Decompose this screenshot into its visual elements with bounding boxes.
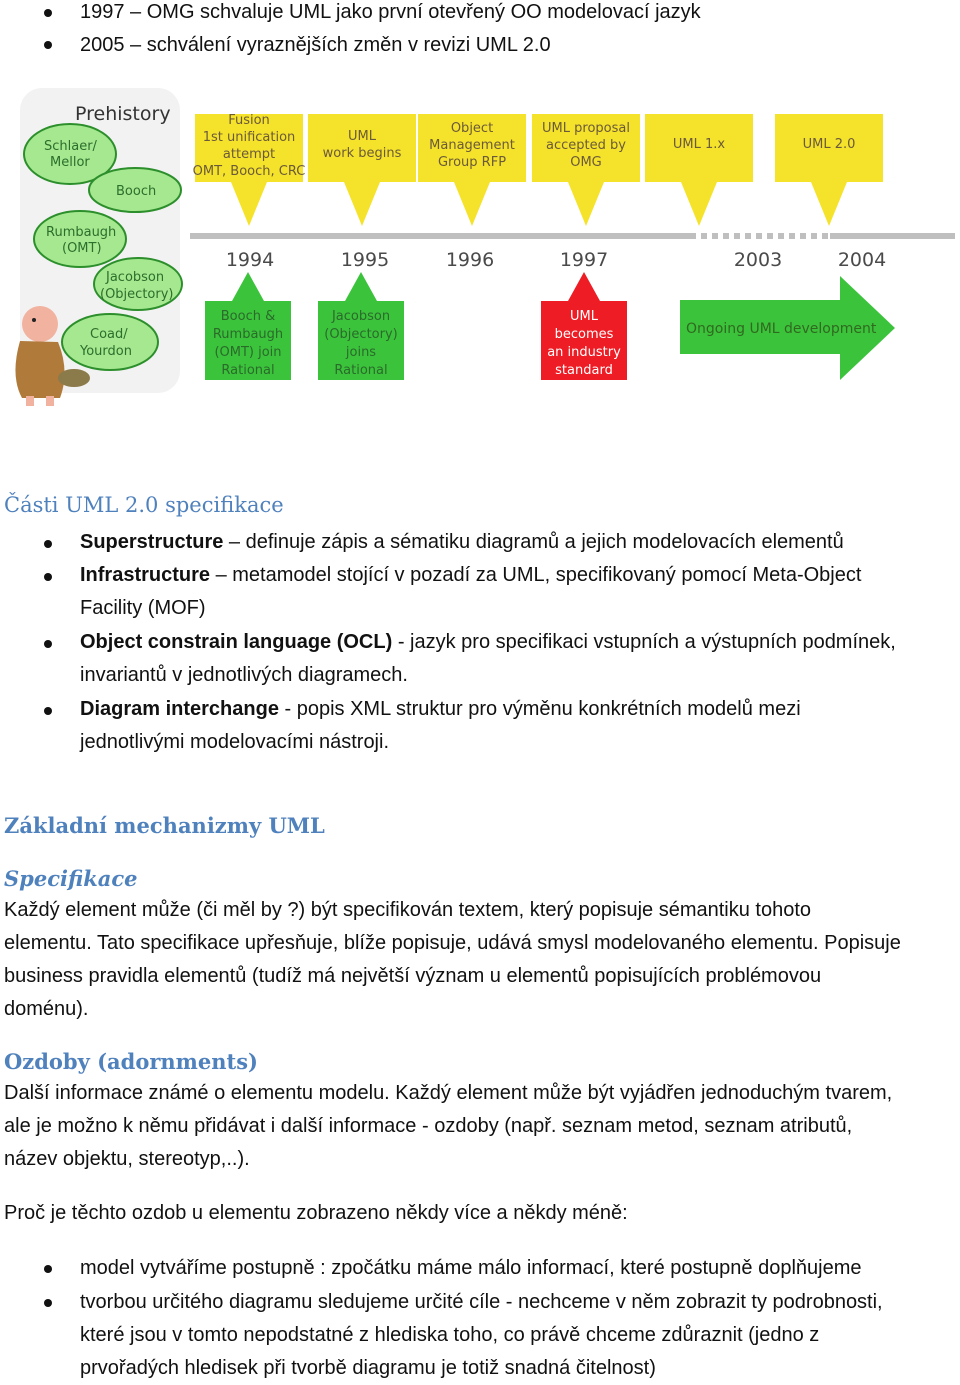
part-item-line <box>80 530 844 554</box>
bullet-dot <box>44 707 52 715</box>
part-item-line: invariantů v jednotlivých diagramech. <box>80 664 408 686</box>
bullet-dot <box>44 573 52 581</box>
part-name: Object constrain language (OCL) <box>80 631 393 653</box>
note-text: (Objectory) <box>324 327 398 342</box>
note-text: Group RFP <box>437 155 507 170</box>
part-item-line <box>80 563 861 587</box>
timeline-year-label: 1994 <box>225 249 275 271</box>
subheading-adornments: Ozdoby (adornments) <box>4 1049 258 1074</box>
bubble-text: Rumbaugh <box>46 225 117 240</box>
paragraph-line: ale je možno k němu přidávat i další informace - ozdoby (např. seznam metod, seznam atributů, <box>4 1115 853 1137</box>
note-text: 1st unification <box>202 130 296 145</box>
bullet-dot <box>44 640 52 648</box>
timeline-year-label: 1995 <box>340 249 390 271</box>
bubble-text: Jacobson <box>106 270 165 285</box>
note-text: Management <box>429 138 515 153</box>
part-description: – metamodel stojící v pozadí za UML, specifikovaný pomocí Meta-Object <box>210 564 862 586</box>
part-name: Infrastructure <box>80 564 211 586</box>
timeline-top-note <box>308 114 416 226</box>
timeline-top-note <box>532 114 640 226</box>
part-name: Superstructure <box>80 531 224 553</box>
timeline-bottom-note <box>541 272 627 380</box>
bullet-dot <box>44 1265 52 1273</box>
note-text: an industry <box>547 345 621 360</box>
reason-line: které jsou v tomto nepodstatné z hlediska toho, co právě chceme zdůraznit (jedno z <box>80 1324 820 1346</box>
part-description: - jazyk pro specifikaci vstupních a výstupních podmínek, <box>392 631 896 653</box>
note-text: Fusion <box>228 113 270 128</box>
bullet-dot <box>44 41 52 49</box>
section-heading-mechanisms: Základní mechanizmy UML <box>4 813 325 838</box>
bullet-dot <box>44 9 52 17</box>
part-item-line <box>80 697 801 721</box>
section-heading-parts: Části UML 2.0 specifikace <box>4 493 284 517</box>
paragraph-line: business pravidla elementů (tudíž má největší význam u elementů popisujících problémovou <box>4 965 822 987</box>
bubble-text: Yourdon <box>80 344 132 359</box>
note-text: Rational <box>334 363 388 378</box>
paragraph-line: Další informace známé o elementu modelu. Každý element může být vyjádřen jednoduchým tvarem, <box>4 1082 893 1104</box>
note-text: standard <box>555 363 613 378</box>
part-item-line: jednotlivými modelovacími nástroji. <box>80 731 390 753</box>
note-text: Jacobson <box>331 309 391 324</box>
uml-history-timeline <box>0 86 960 426</box>
prehistory-bubble <box>89 168 181 212</box>
note-text: becomes <box>554 327 614 342</box>
part-description: – definuje zápis a sématiku diagramů a jejich modelovacích elementů <box>223 531 844 553</box>
paragraph-line: elementu. Tato specifikace upřesňuje, blíže popisuje, udává smysl modelovaného elementu. Popisuje <box>4 932 901 954</box>
note-text: joins <box>345 345 377 360</box>
prehistory-bubble <box>62 314 158 370</box>
timeline-year-label: 1996 <box>445 249 495 271</box>
reason-line: prvořadých hledisek při tvorbě diagramu je totiž snadná čitelnost) <box>80 1357 656 1379</box>
note-text: UML 2.0 <box>802 137 856 152</box>
note-text: Rumbaugh <box>212 327 284 342</box>
paragraph-line: doménu). <box>4 998 89 1020</box>
reason-line: model vytváříme postupně : zpočátku máme málo informací, které postupně doplňujeme <box>80 1257 862 1279</box>
paragraph-line: název objektu, stereotyp,..). <box>4 1148 250 1170</box>
bubble-text: Schlaer/ <box>44 139 97 154</box>
timeline-top-note <box>775 114 883 226</box>
bubble-text: (Objectory) <box>100 287 174 302</box>
part-item-line <box>80 630 896 654</box>
timeline-year-label: 2003 <box>733 249 783 271</box>
note-text: Object <box>450 121 494 136</box>
note-text: UML <box>570 309 598 324</box>
question-text: Proč je těchto ozdob u elementu zobrazeno někdy více a někdy méně: <box>4 1202 628 1224</box>
reason-line: tvorbou určitého diagramu sledujeme určité cíle - nechceme v něm zobrazit ty podrobnosti, <box>80 1291 883 1313</box>
timeline-top-note <box>645 114 753 226</box>
bubble-text: (OMT) <box>62 241 102 256</box>
note-text: Rational <box>221 363 275 378</box>
ongoing-label: Ongoing UML development <box>686 321 877 337</box>
note-text: attempt <box>222 147 276 162</box>
bubble-text: Mellor <box>50 155 90 170</box>
part-name: Diagram interchange <box>80 698 279 720</box>
note-text: OMT, Booch, CRC <box>192 164 306 179</box>
timeline-bottom-note <box>318 272 404 380</box>
note-text: UML 1.x <box>672 137 726 152</box>
part-description: - popis XML struktur pro výměnu konkrétních modelů mezi <box>278 698 801 720</box>
note-text: accepted by <box>546 138 626 153</box>
subheading-specification: Specifikace <box>4 866 138 891</box>
bubble-text: Coad/ <box>90 327 128 342</box>
bullet-dot <box>44 1299 52 1307</box>
prehistory-bubble <box>94 258 182 310</box>
bubble-text: Booch <box>116 184 157 199</box>
paragraph-line: Každý element může (či měl by ?) být specifikován textem, který popisuje sémantiku tohoto <box>4 899 812 921</box>
note-text: UML proposal <box>542 121 630 136</box>
part-item-line: Facility (MOF) <box>80 597 206 619</box>
ongoing-development-arrow <box>680 276 895 380</box>
timeline-top-note <box>193 113 306 226</box>
prehistory-bubble <box>34 211 126 267</box>
note-text: (OMT) join <box>214 345 282 360</box>
history-item-1997: 1997 – OMG schvaluje UML jako první otevřený OO modelovací jazyk <box>80 1 701 23</box>
history-item-2005: 2005 – schválení vyraznějších změn v revizi UML 2.0 <box>80 34 551 56</box>
timeline-top-note <box>418 114 526 226</box>
timeline-bottom-note <box>205 272 291 380</box>
bullet-dot <box>44 540 52 548</box>
note-text: UML <box>348 129 376 144</box>
timeline-year-label: 2004 <box>837 249 887 271</box>
note-text: work begins <box>322 146 402 161</box>
prehistory-title: Prehistory <box>75 103 171 125</box>
timeline-year-label: 1997 <box>559 249 609 271</box>
note-text: OMG <box>570 155 602 170</box>
note-text: Booch & <box>220 309 276 324</box>
